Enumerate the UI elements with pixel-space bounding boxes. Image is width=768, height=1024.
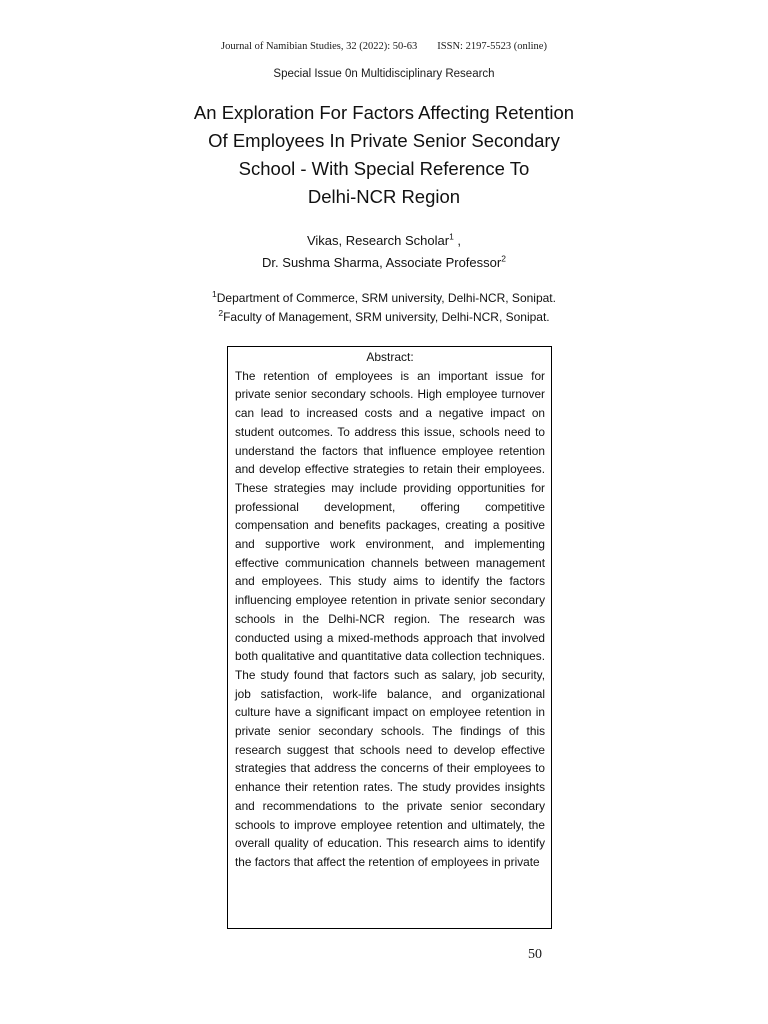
paper-title bbox=[150, 99, 618, 211]
title-line: School - With Special Reference To bbox=[238, 158, 530, 179]
affiliation-entry bbox=[0, 308, 768, 327]
affiliation-list bbox=[0, 289, 768, 327]
author-entry bbox=[0, 230, 768, 252]
journal-issn: ISSN: 2197-5523 (online) bbox=[437, 41, 547, 52]
author-suffix: , bbox=[453, 233, 462, 248]
journal-header bbox=[0, 41, 768, 52]
title-line: Delhi-NCR Region bbox=[307, 186, 461, 207]
abstract-box bbox=[227, 346, 552, 929]
special-issue-line: Special Issue 0n Multidisciplinary Research bbox=[273, 68, 495, 80]
author-mark: 1 bbox=[449, 231, 454, 242]
affiliation-mark: 2 bbox=[218, 308, 224, 318]
affiliation-entry bbox=[0, 289, 768, 308]
abstract-heading: Abstract: bbox=[366, 350, 414, 364]
author-entry bbox=[0, 252, 768, 274]
author-mark: 2 bbox=[501, 253, 506, 264]
affiliation-text: Department of Commerce, SRM university, Delhi-NCR, Sonipat. bbox=[216, 291, 556, 305]
journal-citation: Journal of Namibian Studies, 32 (2022): 50-63 bbox=[221, 41, 418, 52]
abstract-body: The retention of employees is an important issue for private senior secondary schools. High employee turnover can lead to increased costs and a negative impact on student outcomes. To address this issue, schools need to understand the factors that influence employee retention and develop effective strategies to retain their employees. These strategies may include providing opportunities for professional development, offering competitive compensation and benefits packages, creating a positive and supportive work environment, and implementing effective communication channels between management and employees. This study aims to identify the factors influencing employee retention in private senior secondary schools in the Delhi-NCR region. The research was conducted using a mixed-methods approach that involved both qualitative and quantitative data collection techniques. The study found that factors such as salary, job security, job satisfaction, work-life balance, and organizational culture have a significant impact on employee retention in private senior secondary schools. The findings of this research suggest that schools need to develop effective strategies that address the concerns of their employees to enhance their retention rates. The study provides insights and recommendations to the private senior secondary schools to improve employee retention and ultimately, the overall quality of education. This research aims to identify the factors that affect the retention of employees in private bbox=[235, 368, 545, 869]
title-line: An Exploration For Factors Affecting Retention bbox=[193, 102, 575, 123]
author-name: Vikas, Research Scholar bbox=[306, 233, 450, 248]
author-name: Dr. Sushma Sharma, Associate Professor bbox=[262, 255, 502, 270]
affiliation-text: Faculty of Management, SRM university, Delhi-NCR, Sonipat. bbox=[223, 310, 550, 324]
title-line: Of Employees In Private Senior Secondary bbox=[208, 130, 560, 151]
page-number: 50 bbox=[528, 947, 542, 962]
affiliation-mark: 1 bbox=[212, 289, 217, 299]
author-list bbox=[0, 230, 768, 274]
